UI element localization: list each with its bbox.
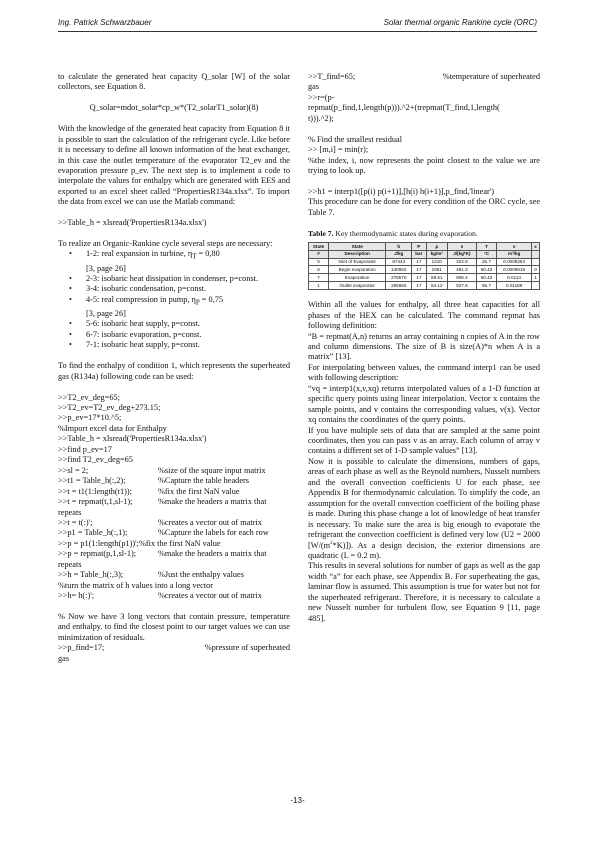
code-line: >>p_find=17; %pressure of superheated [58,643,290,653]
list-item: • 7-1: isobaric heat supply, p=const. [58,340,290,350]
paragraph: To realize an Organic-Rankine cycle several steps are necessary: [58,239,273,248]
code-line: % Find the smallest residual [308,134,403,144]
paragraph: Now it is possible to calculate the dimensions, numbers of gaps, areas of each phase as well as the Reynold numbers, Nusselt numbers and the overall convection coefficients U for each phase, see Appendix B for thermodynamic calculation. To simplify the code, an assumption for the overall convection coefficient of the boiling phase is made. During this phase change a lot of knowledge of heat transfer is necessary. To make sure the area is big enough to evaporate the refrigerant the convection coefficient is defined very low (U2 = 2000 $[W/(m^2*K)]$). As a design decision, the exterior dimensions are quadratic (L = 0.2 m). [308,456,540,561]
code-line: >>find p_ev=17 [58,444,112,454]
quote: “vq = interp1(x,v,xq) returns interpolated values of a 1-D function at specific query points using linear interpolation. Vector x contains the sample points, and v contains the corresponding values, v(x). Vector xq contains the coordinates of the query points. [308,383,540,425]
list-item: • 1-2: real expansion in turbine, $\eta_T = 0,80$ [3, page 26] [58,249,290,274]
page-number: -13- [290,796,305,805]
paragraph: to calculate the generated heat capacity Q_solar [W] of the solar collectors, see Equation 8. [58,72,290,92]
code-line: >>Table_h = xlsread('PropertiesR134a.xlsx') [58,434,207,444]
code-block: >>sl = 2; %size of the square input matrix >>t1 = Table_h(:,2); %Capture the table headers >>t = t1(1:length(t1)); %fix the first NaN value >>t = repmat(t,1,sl-1); %make the headers a matrix that [58,465,267,507]
table-header-row: State State h P ρ s T v x [309,243,540,251]
code-line: >>h1 = interp1([p(i) p(i+1)],[h(i) h(i+1)],p_find,'linear') [308,186,495,196]
left-column [58,72,290,664]
table-row: 7 Evaporation 278570 17 88.51 906.4 60.43 0.0113 1 [309,274,540,282]
code-line: gas [58,653,70,663]
paragraph: This results in several solutions for number of gaps as well as the gap width “a” for each phase, see Appendix B. For superheating the gas, laminar flow is assumed. This assumption is true for water but not for the superheated refrigerant. Therefore, it is necessary to calculate a new Nusselt number for turbulent flow, see Equation 9 [11, page 485]. [308,561,540,623]
cycle-steps-list [58,249,290,350]
code-line: >>r=(p- [308,92,335,102]
quote: “B = repmat(A,n) returns an array containing n copies of A in the row and column dimensions. The size of B is size(A)*n when A is a matrix” [13]. [308,331,540,362]
code-block: >>h= h(:)'; %creates a vector out of matrix [58,591,262,601]
code-line: >>T2_ev_deg=65; [58,392,120,402]
equation-8: Q_solar=mdot_solar*cp_w*(T2_solarT1_solar)(8) [89,103,259,113]
code-line: >>Table_h = xlsread('PropertiesR134a.xlsx') [58,218,207,228]
quote: If you have multiple sets of data that are sampled at the same point coordinates, then you can pass v as an array. Each column of array v contains a different set of 1-D sample values” [13]. [308,425,540,456]
code-line: repeats [58,559,82,569]
header-author: Ing. Patrick Schwarzbauer [58,18,152,27]
code-block: >>p = repmat(p,1,sl-1); %make the headers a matrix that [58,549,267,559]
code-line: %turn the matrix of h values into a long vector [58,580,214,590]
paragraph: % Now we have 3 long vectors that contain pressure, temperature and enthalpy. to find the closest point to our target values we can use minimization of residuals. [58,611,290,642]
list-item: • 4-5: real compression in pump, $\eta_P = 0,75$ [3, page 26] [58,295,290,320]
code-line: %the index, i, now represents the point closest to the value we are trying to look up. [308,155,540,176]
table-unit-row: # Description J/kg bar kg/m³ J/(kg*K) °C m³/kg [309,250,540,258]
paragraph: For interpolating between values, the command interp1 can be used with following description: [308,362,540,383]
paragraph: This procedure can be done for every condition of the ORC cycle, see Table 7. [308,197,540,217]
code-line: t))).^2); [308,113,334,123]
code-line: >>p = p1(1:length(p1))';%fix the first NaN value [58,538,221,548]
header-title: Solar thermal organic Rankine cycle (ORC) [383,18,537,27]
code-line: gas [308,82,320,92]
code-line: %Import excel data for Enthalpy [58,423,167,433]
code-line: >> [m,i] = min(r); [308,145,369,155]
paragraph: Within all the values for enthalpy, all three heat capacities for all phases of the HEX can be calculated. The command repmat has following definition: [308,300,540,331]
page-header [58,18,537,32]
list-item: • 6-7: isobaric evaporation, p=const. [58,330,290,340]
thermodynamic-states-table [308,242,540,290]
code-line: >>T_find=65; %temperature of superheated [308,72,540,81]
table-caption: Table 7. Key thermodynamic states during evaporation. [308,228,478,238]
paragraph: To find the enthalpy of condition 1, which represents the superheated gas (R134a) following code can be used: [58,361,290,381]
code-block: >>t = t(:)'; %creates a vector out of matrix >>p1 = Table_h(:,1); %Capture the labels for each row [58,517,269,538]
code-line: repeats [58,507,82,517]
code-line: repmat(p_find,1,length(p))).^2+(trepmat(T_find,1,length( [308,103,500,113]
list-item: • 2-3: isobaric heat dissipation in condenser, p=const. [58,274,290,284]
list-item: • 5-6: isobaric heat supply, p=const. [58,319,290,329]
code-block: >>h = Table_h(:,3); %Just the enthalpy values [58,570,244,580]
code-line: >>find T2_ev_deg=65 [58,455,133,465]
right-column [308,72,540,624]
paragraph: With the knowledge of the generated heat capacity from Equation 8 it is possible to start the calculation of the refrigerant cycle. Like before it is necessary to define all known information of the heat exchanger, in this case the outlet temperature of the evaporator T2_ev and the evaporation pressure p_ev. The next step is to implement a code to interpolate the values for enthalpy which are generated with EES and exported to an excel sheet called “PropertiesR134a.xlsx”. To import the data from excel we can use the Matlab command: [58,124,290,207]
table-row: 1 Outlet evaporator 285665 17 84.12 927.6 65.7 0.01189 [309,281,540,289]
code-line: >>p_ev=17*10.^5; [58,413,122,423]
list-item: • 3-4: isobaric condensation, p=const. [58,284,290,294]
header-rule [58,31,537,32]
table-row: 5 Inlet of Evaporator 87443 17 1210 324.9 25.7 0.0008263 [309,258,540,266]
code-line: >>T2_ev=T2_ev_deg+273.15; [58,402,161,412]
table-row: 6 Begin evaporation 140062 17 1051 491.3 60.43 0.0009518 0 [309,266,540,274]
